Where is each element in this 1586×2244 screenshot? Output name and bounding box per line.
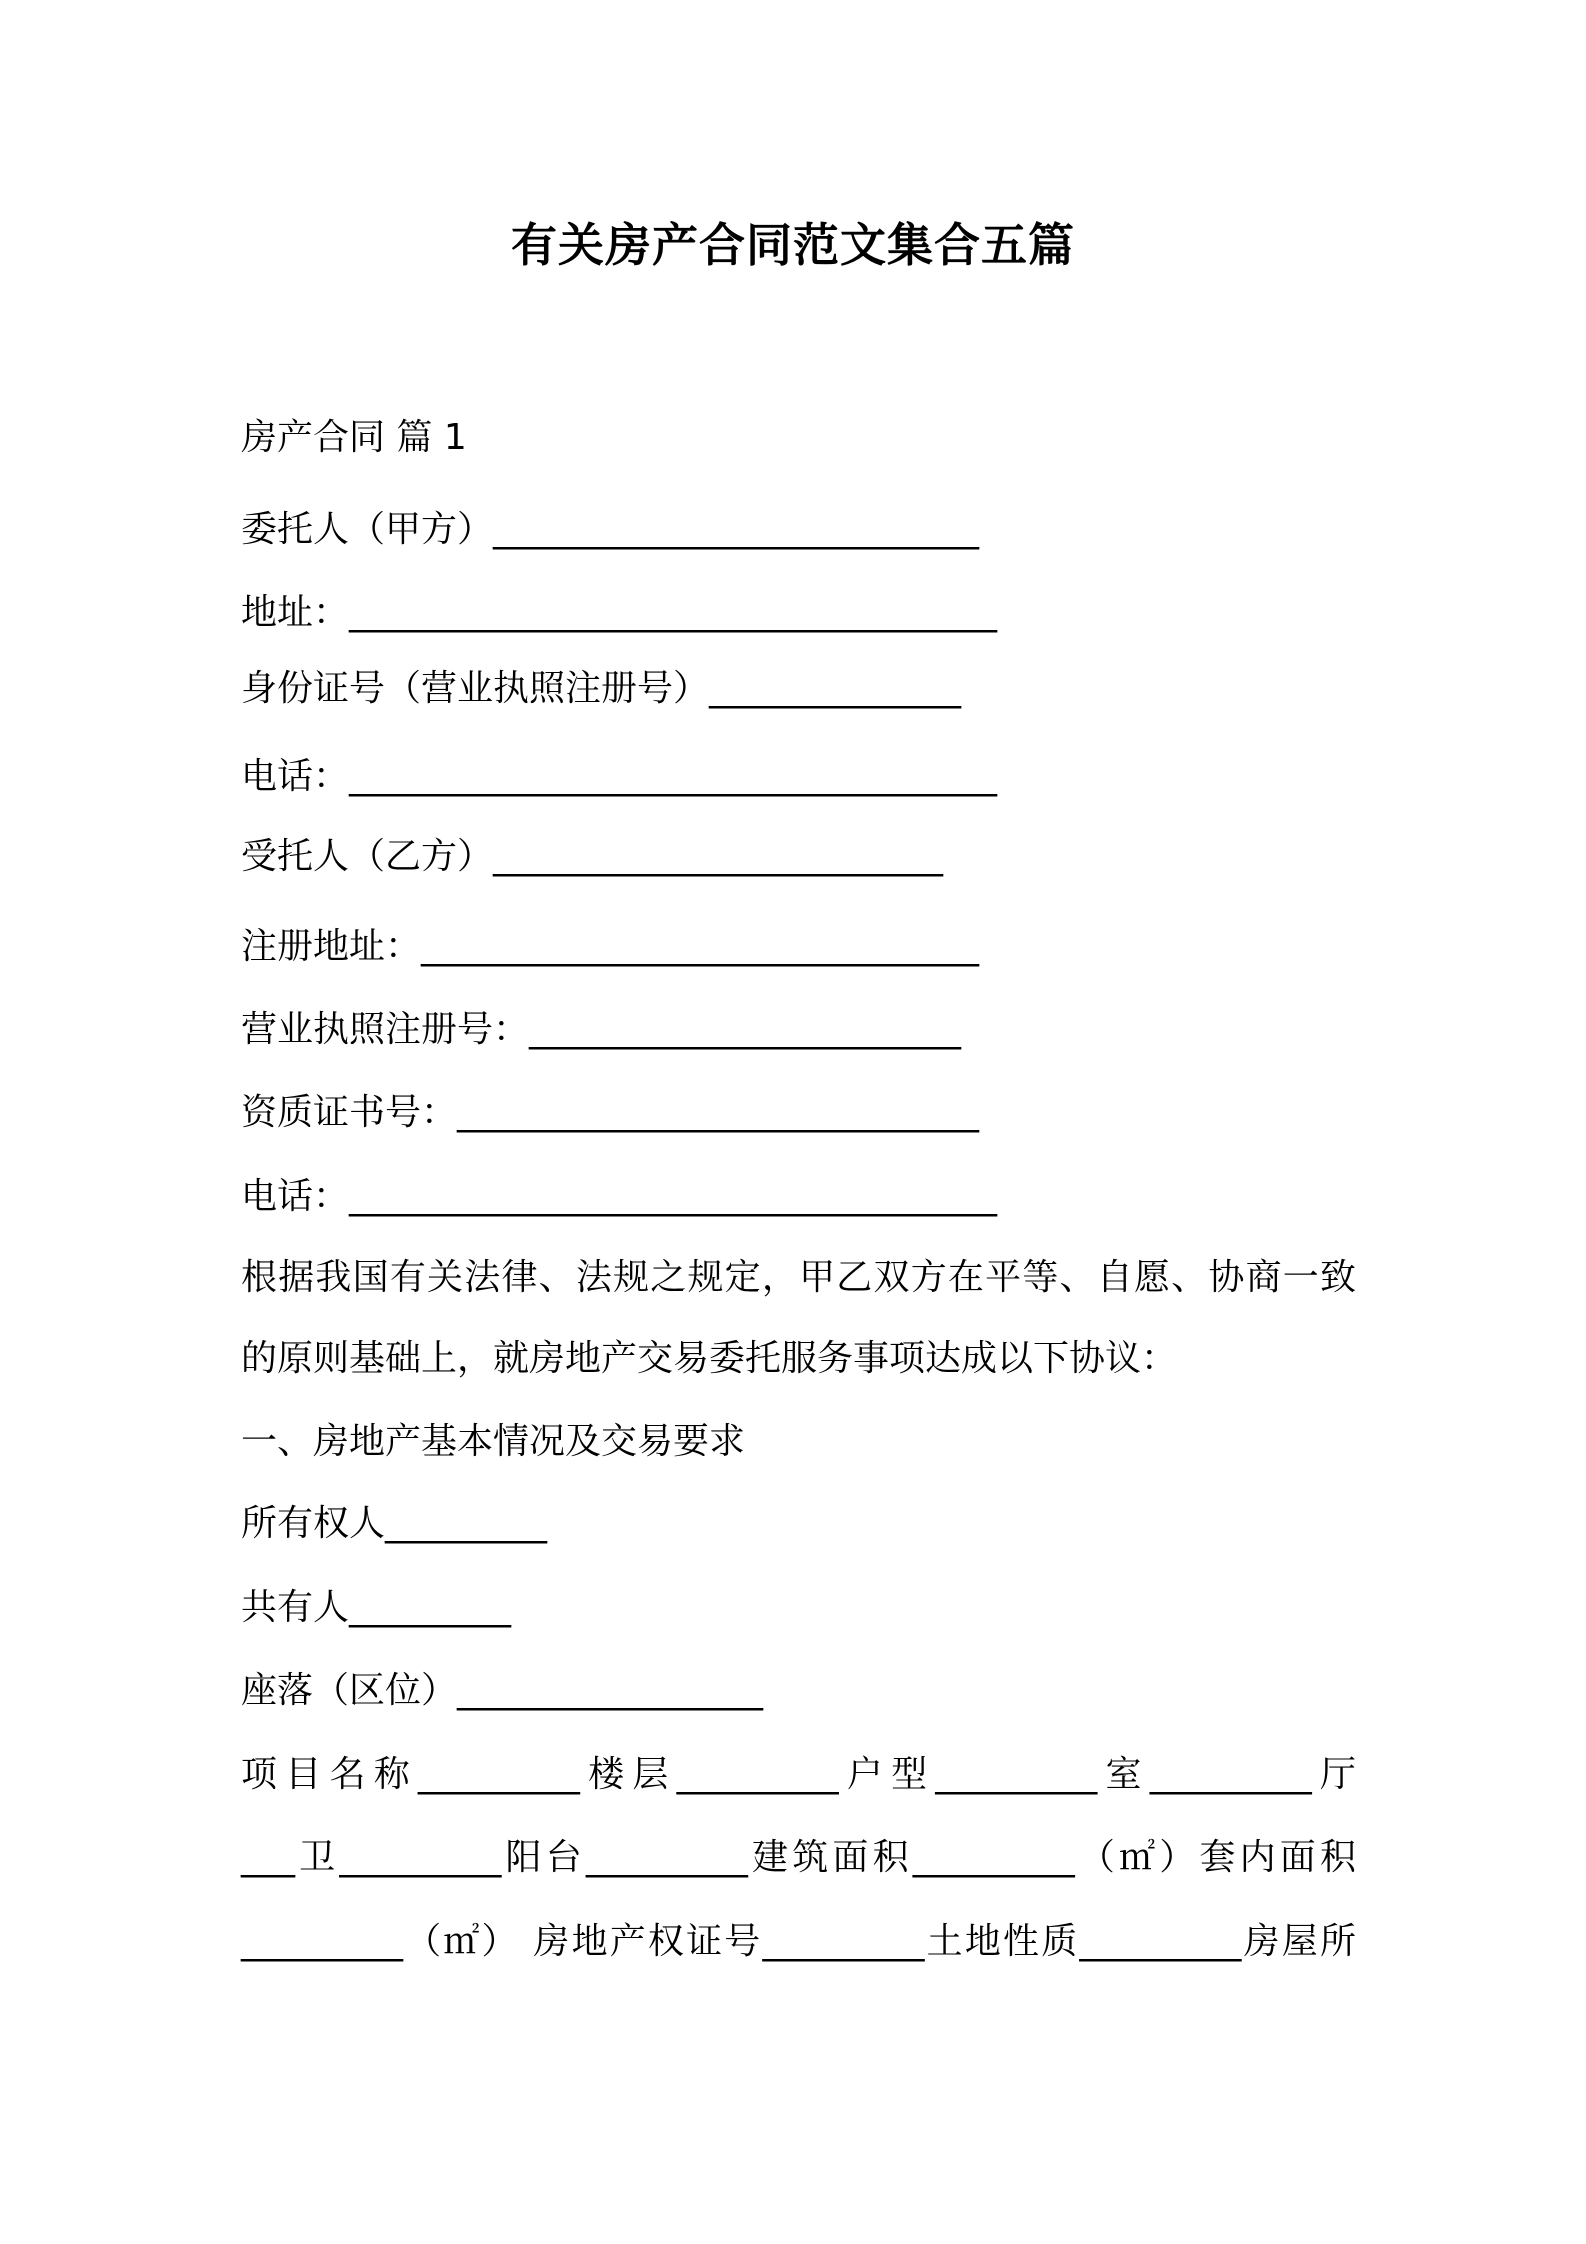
- phone-field-a: 电话：____________________________________: [241, 756, 998, 797]
- property-details-line: ___卫_________阳台_________建筑面积_________（㎡）套内面积: [241, 1837, 1356, 1878]
- owner-field: 所有权人_________: [241, 1503, 548, 1544]
- phone-field-b: 电话：____________________________________: [241, 1176, 998, 1217]
- property-details-line: 项目名称_________楼层_________户型_________室_________厅: [241, 1754, 1356, 1795]
- id-number-field: 身份证号（营业执照注册号）______________: [241, 668, 962, 709]
- registered-address-field: 注册地址：_______________________________: [241, 926, 980, 967]
- paragraph-line: 的原则基础上，就房地产交易委托服务事项达成以下协议：: [241, 1338, 1178, 1379]
- location-field: 座落（区位）_________________: [241, 1670, 764, 1711]
- address-field: 地址：____________________________________: [241, 592, 998, 633]
- business-license-field: 营业执照注册号：________________________: [241, 1009, 962, 1050]
- property-details-line: _________（㎡） 房地产权证号_________土地性质_________房屋所: [241, 1921, 1356, 1962]
- section-heading: 房产合同 篇 1: [241, 417, 467, 458]
- client-party-a-field: 委托人（甲方）___________________________: [241, 509, 980, 550]
- trustee-party-b-field: 受托人（乙方）_________________________: [241, 836, 944, 877]
- paragraph-line: 根据我国有关法律、法规之规定，甲乙双方在平等、自愿、协商一致: [241, 1257, 1356, 1298]
- document-title: 有关房产合同范文集合五篇: [511, 218, 1075, 272]
- qualification-cert-field: 资质证书号：_____________________________: [241, 1092, 980, 1133]
- clause-heading: 一、房地产基本情况及交易要求: [241, 1421, 746, 1462]
- co-owner-field: 共有人_________: [241, 1587, 512, 1628]
